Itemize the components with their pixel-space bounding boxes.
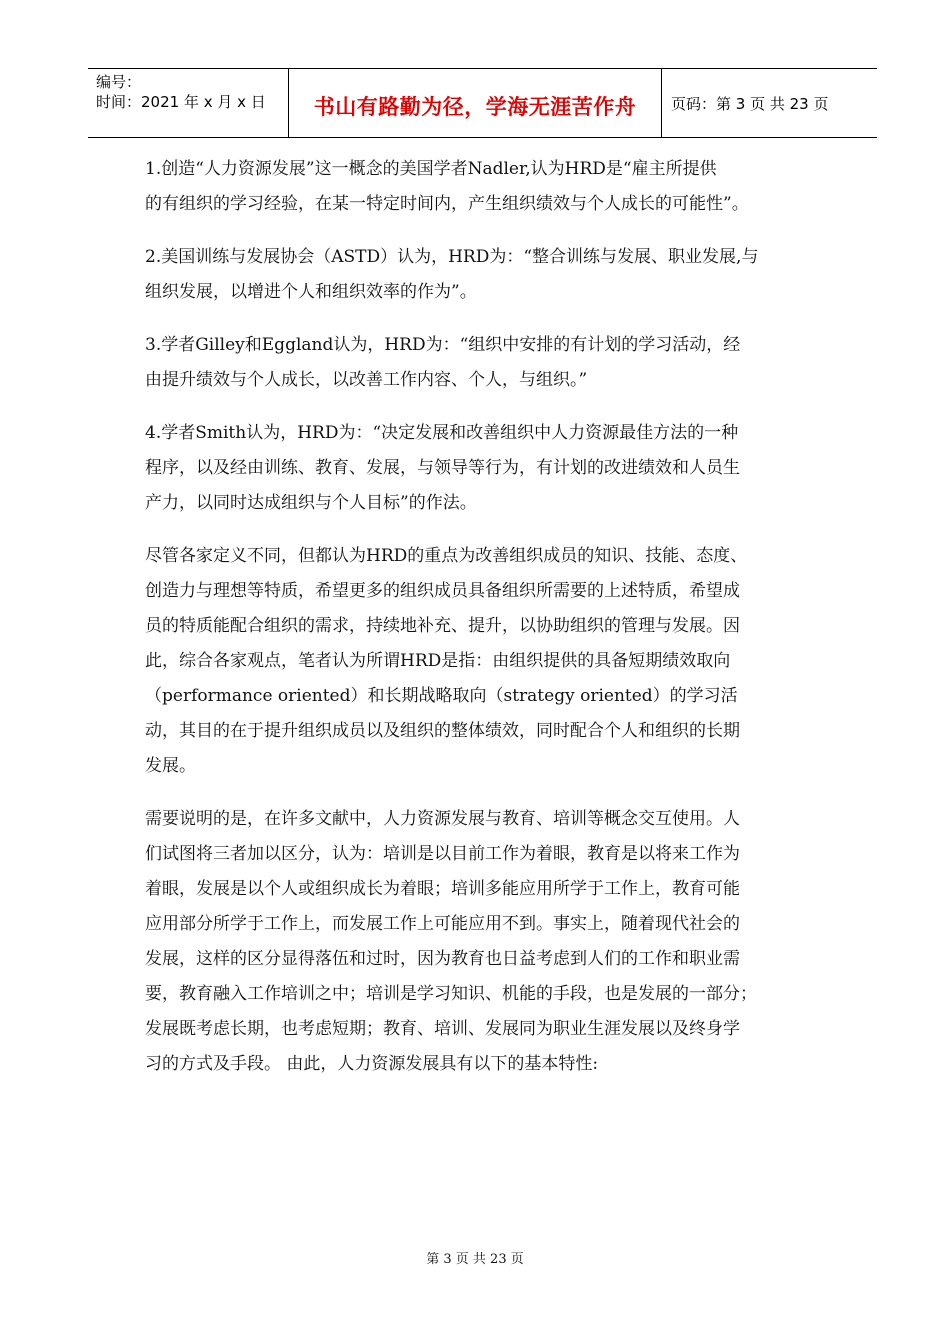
page-header: [88, 68, 877, 138]
text-line: 1.创造“人力资源发展”这一概念的美国学者Nadler,认为HRD是“雇主所提供: [145, 159, 717, 179]
paragraph-definition-2: [145, 240, 825, 310]
text-line: 们试图将三者加以区分，认为：培训是以目前工作为着眼，教育是以将来工作为: [145, 844, 740, 864]
header-motto-cell: [288, 69, 662, 137]
text-line: 需要说明的是，在许多文献中，人力资源发展与教育、培训等概念交互使用。人: [145, 809, 740, 829]
paragraph-summary: [145, 539, 825, 784]
text-line: 产力，以同时达成组织与个人目标”的作法。: [145, 493, 477, 513]
text-line: 由提升绩效与个人成长，以改善工作内容、个人，与组织。”: [145, 370, 588, 390]
text-line: 的有组织的学习经验，在某一特定时间内，产生组织绩效与个人成长的可能性”。: [145, 194, 749, 214]
document-body: [145, 152, 825, 1100]
text-line: 组织发展，以增进个人和组织效率的作为”。: [145, 282, 477, 302]
text-line: 发展。: [145, 756, 196, 776]
text-line: 着眼，发展是以个人或组织成长为着眼；培训多能应用所学于工作上，教育可能: [145, 879, 740, 899]
text-line: 发展既考虑长期，也考虑短期；教育、培训、发展同为职业生涯发展以及终身学: [145, 1019, 740, 1039]
text-line: 程序，以及经由训练、教育、发展，与领导等行为，有计划的改进绩效和人员生: [145, 458, 740, 478]
header-motto: 书山有路勤为径，学海无涯苦作舟: [313, 95, 637, 119]
page-footer: 第 3 页 共 23 页: [426, 1252, 524, 1267]
text-line: 创造力与理想等特质，希望更多的组织成员具备组织所需要的上述特质，希望成: [145, 581, 740, 601]
text-line: 员的特质能配合组织的需求，持续地补充、提升，以协助组织的管理与发展。因: [145, 616, 740, 636]
text-line: 此，综合各家观点，笔者认为所谓HRD是指：由组织提供的具备短期绩效取向: [145, 651, 731, 671]
text-line: 应用部分所学于工作上，而发展工作上可能应用不到。事实上，随着现代社会的: [145, 914, 740, 934]
text-line: 习的方式及手段。 由此，人力资源发展具有以下的基本特性:: [145, 1054, 599, 1074]
header-page-cell: [661, 69, 877, 137]
text-line: 4.学者Smith认为，HRD为：“决定发展和改善组织中人力资源最佳方法的一种: [145, 423, 739, 443]
text-line: 发展，这样的区分显得落伍和过时，因为教育也日益考虑到人们的工作和职业需: [145, 949, 740, 969]
text-line: 要，教育融入工作培训之中；培训是学习知识、机能的手段，也是发展的一部分；: [145, 984, 757, 1004]
paragraph-definition-4: [145, 416, 825, 521]
document-time-label: 时间：2021 年 x 月 x 日: [96, 93, 266, 111]
paragraph-definition-3: [145, 328, 825, 398]
text-line: 2.美国训练与发展协会（ASTD）认为，HRD为：“整合训练与发展、职业发展,与: [145, 247, 759, 267]
paragraph-definition-1: [145, 152, 825, 222]
paragraph-distinction: [145, 802, 825, 1082]
text-line: （performance oriented）和长期战略取向（strategy oriented）的学习活: [145, 686, 738, 706]
text-line: 动，其目的在于提升组织成员以及组织的整体绩效，同时配合个人和组织的长期: [145, 721, 740, 741]
header-meta-cell: [88, 69, 288, 137]
text-line: 尽管各家定义不同，但都认为HRD的重点为改善组织成员的知识、技能、态度、: [145, 546, 748, 566]
text-line: 3.学者Gilley和Eggland认为，HRD为：“组织中安排的有计划的学习活动，经: [145, 335, 741, 355]
header-page-number: 页码：第 3 页 共 23 页: [671, 95, 829, 113]
document-code-label: 编号：: [96, 73, 142, 91]
